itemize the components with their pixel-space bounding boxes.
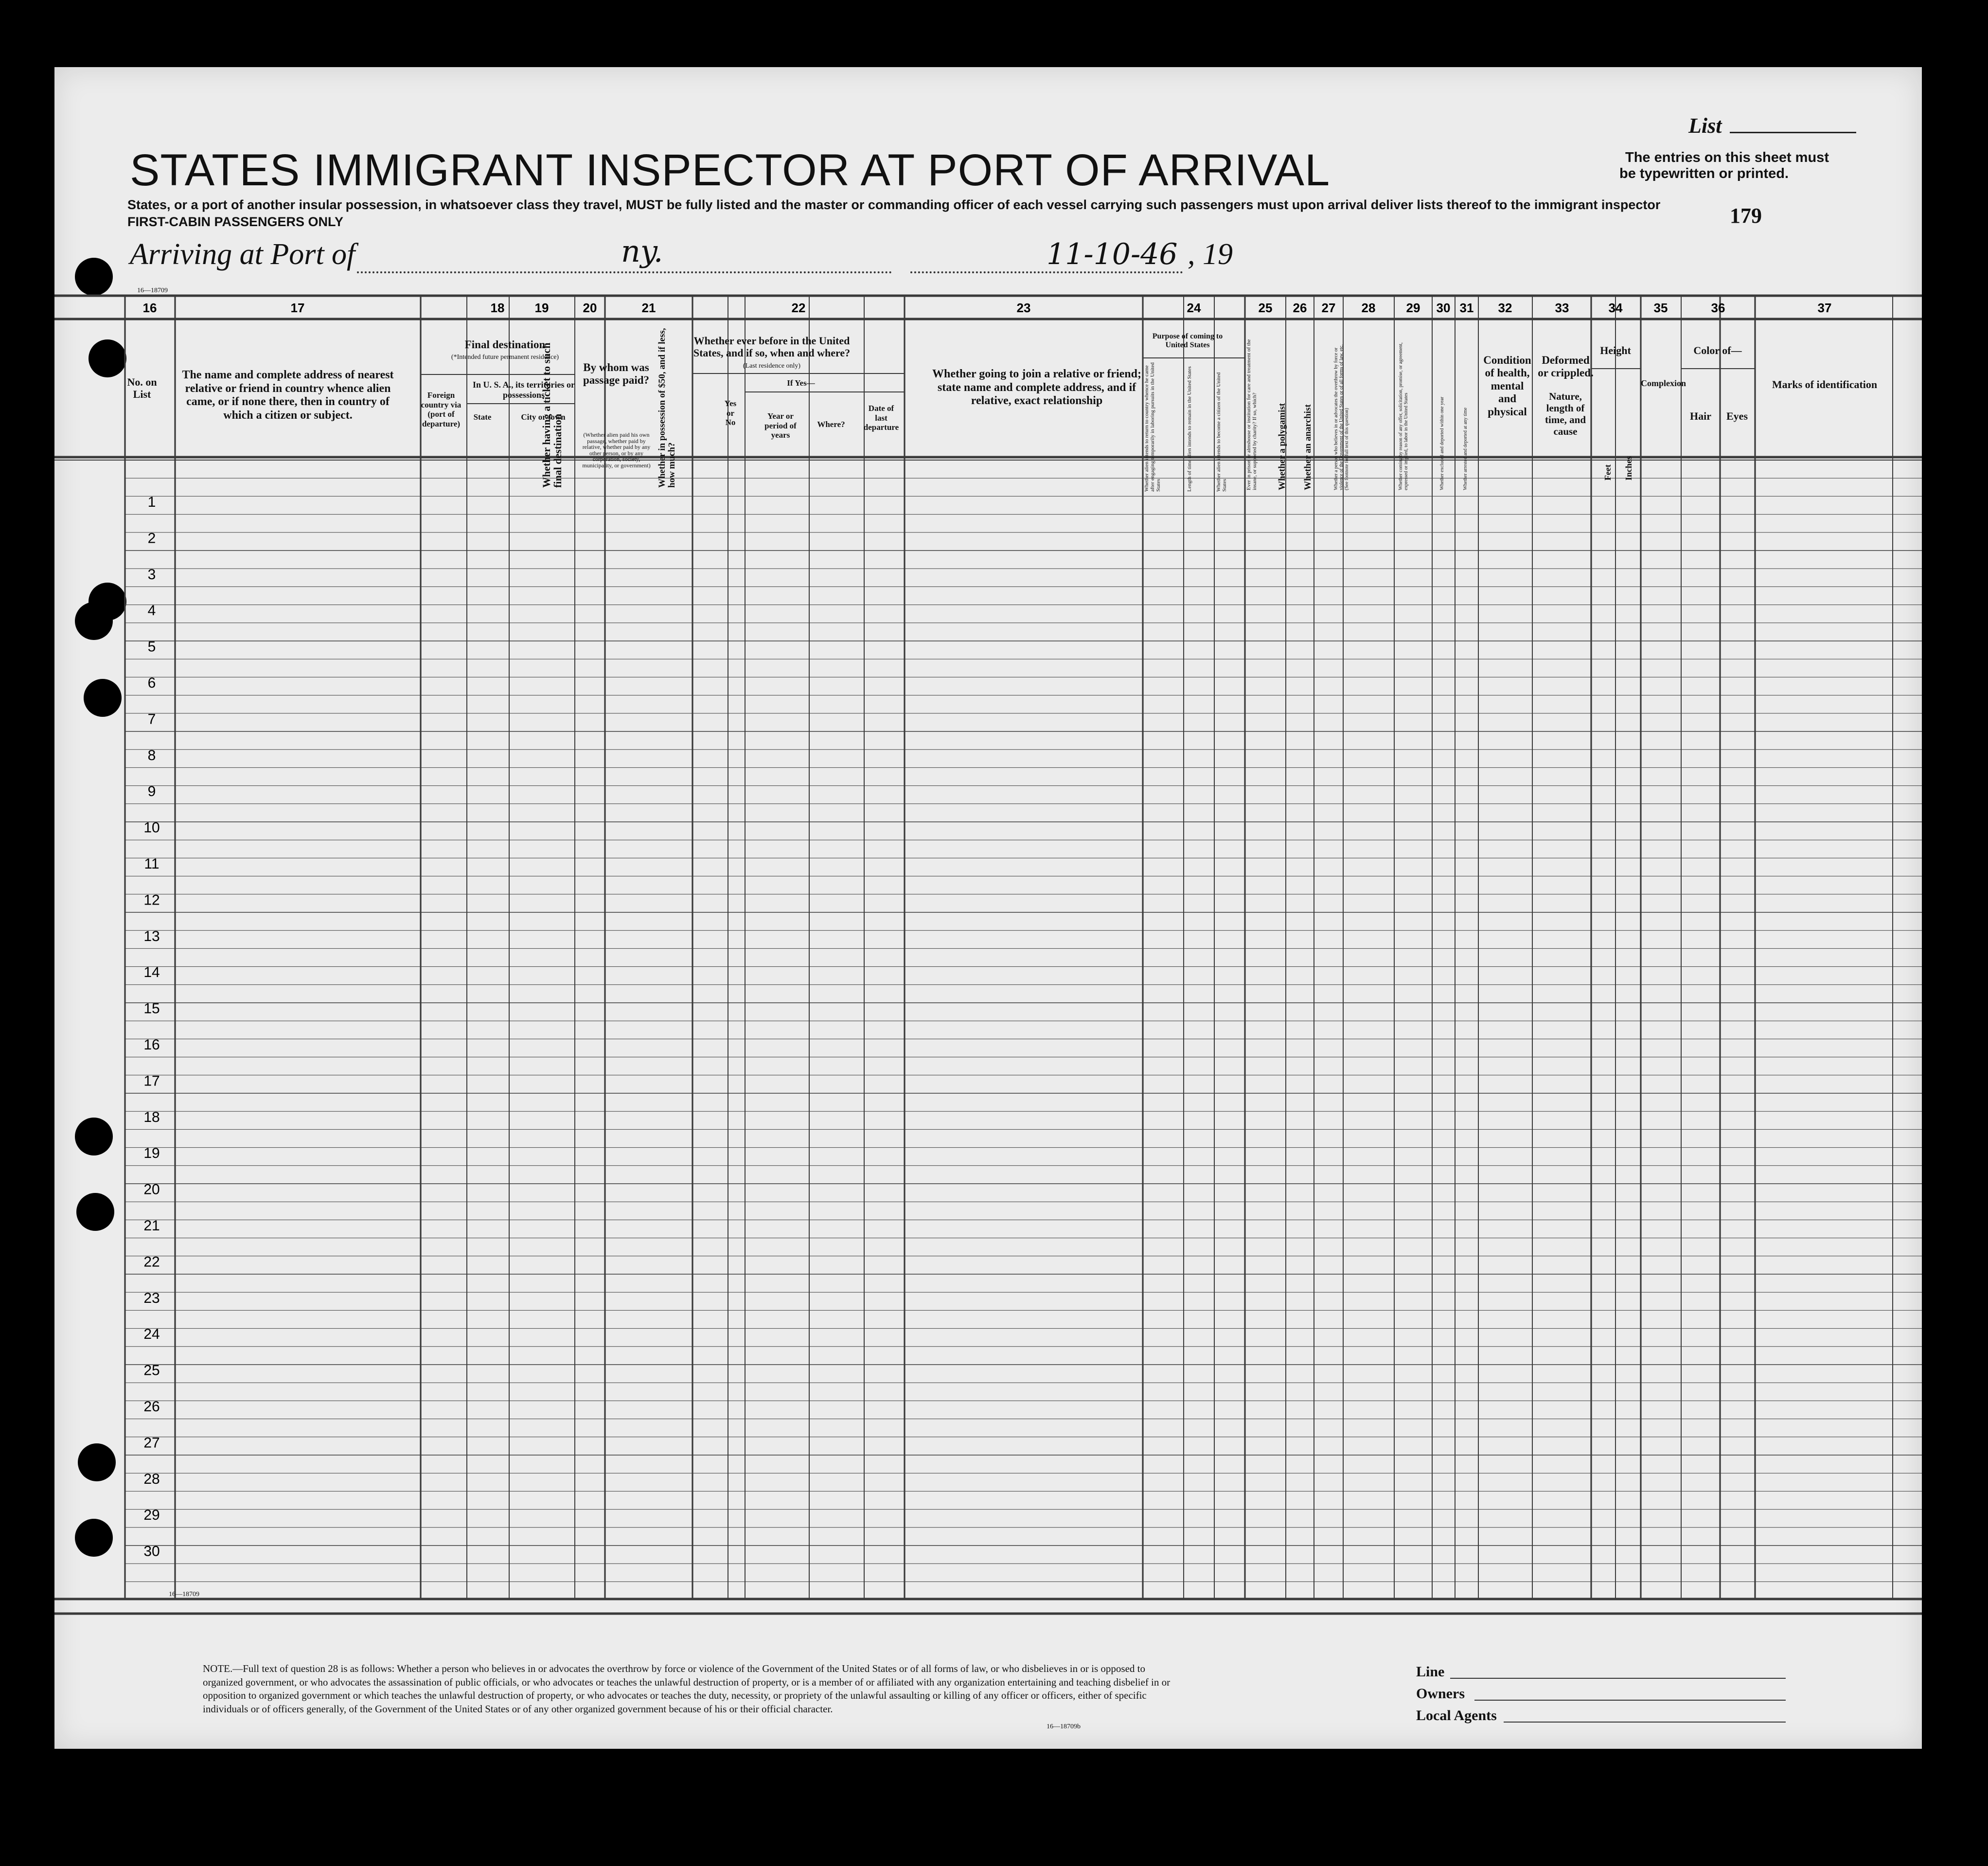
- column-number: 27: [1321, 301, 1336, 315]
- column-number: 18: [490, 301, 505, 315]
- col24-header: Purpose of coming to United States: [1152, 332, 1223, 350]
- row-number: 27: [143, 1435, 160, 1451]
- column-number: 32: [1498, 301, 1512, 315]
- col34-inches-header: Inches: [1624, 456, 1633, 480]
- col35-header: Complexion: [1641, 378, 1686, 388]
- column-number: 19: [534, 301, 549, 315]
- entries-note: be typewritten or printed.: [1619, 166, 1789, 181]
- col22-year-header: Year or period of years: [764, 411, 797, 440]
- row-number: 1: [147, 494, 156, 510]
- arriving-label: Arriving at Port of: [130, 238, 355, 271]
- local-agents-label: Local Agents: [1416, 1707, 1497, 1724]
- row-number: 17: [143, 1073, 160, 1089]
- col16-header: No. on List: [127, 376, 157, 401]
- column-number: 23: [1016, 301, 1031, 315]
- col20-header: By whom was passage paid?: [583, 361, 650, 387]
- row-number: 3: [147, 566, 156, 583]
- row-number: 11: [144, 856, 160, 872]
- row-number: 14: [143, 964, 160, 981]
- col33-header: Deformed or crippled.: [1538, 354, 1594, 379]
- col22-yesno-header: Yes or No: [724, 399, 737, 427]
- col30-header: Whether excluded and deported within one year: [1439, 396, 1445, 490]
- row-number: 24: [143, 1326, 160, 1343]
- row-number: 12: [143, 892, 160, 908]
- column-number: 17: [290, 301, 305, 315]
- col24b-header: Length of time alien intends to remain in the United States: [1187, 366, 1192, 492]
- col36-hair-header: Hair: [1690, 410, 1711, 422]
- sheet-number: 179: [1730, 204, 1762, 228]
- column-number: 25: [1258, 301, 1273, 315]
- year-label: , 19: [1188, 238, 1233, 271]
- row-number: 21: [143, 1218, 160, 1234]
- column-number: 21: [641, 301, 656, 315]
- row-number: 5: [147, 639, 156, 655]
- col18-subtitle: (*Intended future permanent residence): [451, 354, 559, 361]
- col23-header: Whether going to join a relative or friend; state name and complete address, and if relative, exact relationship: [932, 368, 1141, 408]
- col36-header: Color of—: [1693, 344, 1742, 356]
- col22-header: Whether ever before in the United States, and if so, when and where?: [693, 335, 851, 359]
- manifest-sheet: [54, 67, 1922, 1749]
- line-label: Line: [1416, 1664, 1445, 1680]
- row-number: 26: [143, 1399, 160, 1415]
- passenger-class: FIRST-CABIN PASSENGERS ONLY: [127, 214, 344, 229]
- row-number: 16: [143, 1037, 160, 1053]
- col29-header: Whether coming by reason of any offer, solicitation, promise, or agreement, expressed or implied, to labor in the United States: [1398, 342, 1409, 490]
- col22-date-header: Date of last departure: [863, 404, 899, 432]
- col25-header: Ever in prison or almshouse or institution for care and treatment of the insane, or supported by charity? If so, which?: [1246, 339, 1258, 490]
- row-number: 2: [147, 530, 156, 547]
- col24a-header: Whether alien intends to return to country whence he came after engaging temporarily in laboring pursuits in the United States: [1144, 362, 1162, 492]
- col32-header: Condition of health, mental and physical: [1483, 354, 1531, 418]
- col31-header: Whether arrested and deported at any time: [1463, 408, 1468, 490]
- owners-label: Owners: [1416, 1686, 1465, 1702]
- column-number: 28: [1361, 301, 1376, 315]
- column-number: 34: [1608, 301, 1623, 315]
- owners-underline: [1474, 1700, 1786, 1701]
- col28-header: Whether a person who believes in or advocates the overthrow by force or violence of the Government of the United States or of all forms of law, etc. (See footnote for full text of this question): [1333, 344, 1349, 490]
- row-number: 28: [143, 1471, 160, 1487]
- column-number: 31: [1459, 301, 1474, 315]
- col27-header: Whether an anarchist: [1303, 404, 1313, 490]
- col20-note: (Whether alien paid his own passage, whether paid by relative, whether paid by any other person, or by any corporation, society, municipality, or government): [582, 431, 651, 469]
- form-code-bottom: 16—18709: [169, 1591, 199, 1598]
- row-number: 13: [143, 928, 160, 944]
- row-number: 30: [143, 1543, 160, 1560]
- col19-header: Whether having a ticket to such final destination: [540, 342, 564, 488]
- col22-where-header: Where?: [817, 420, 845, 429]
- form-code: 16—18709: [137, 287, 168, 294]
- col21-header: Whether in possession of $50, and if less, how much?: [657, 328, 677, 488]
- column-number: 29: [1406, 301, 1420, 315]
- column-number: 33: [1555, 301, 1569, 315]
- column-number: 24: [1187, 301, 1201, 315]
- local-agents-underline: [1504, 1722, 1786, 1723]
- row-number: 9: [147, 783, 156, 800]
- col37-header: Marks of identification: [1772, 378, 1878, 391]
- row-number: 18: [143, 1109, 160, 1125]
- col18-header: Final destination: [464, 338, 546, 351]
- col18-foreign-header: Foreign country via (port of departure): [421, 391, 462, 428]
- col22-subtitle: (Last residence only): [743, 362, 801, 370]
- row-number: 7: [147, 711, 156, 728]
- row-number: 22: [143, 1254, 160, 1270]
- row-number: 15: [143, 1000, 160, 1017]
- row-number: 19: [143, 1145, 160, 1162]
- col36-eyes-header: Eyes: [1726, 410, 1748, 422]
- col18-state-header: State: [473, 412, 492, 422]
- column-number: 30: [1436, 301, 1451, 315]
- row-number: 8: [147, 747, 156, 764]
- column-number: 22: [791, 301, 806, 315]
- line-underline: [1450, 1678, 1786, 1679]
- row-number: 20: [143, 1181, 160, 1198]
- footnote-code: 16—18709b: [1047, 1723, 1081, 1730]
- col33-subtitle: Nature, length of time, and cause: [1545, 391, 1586, 438]
- column-number: 26: [1293, 301, 1307, 315]
- column-number: 36: [1711, 301, 1725, 315]
- column-number: 16: [142, 301, 157, 315]
- col22-ifyes-header: If Yes—: [787, 378, 815, 388]
- row-number: 6: [147, 675, 156, 691]
- row-number: 25: [143, 1362, 160, 1379]
- row-number: 29: [143, 1507, 160, 1524]
- column-number: 20: [583, 301, 597, 315]
- col24c-header: Whether alien intends to become a citizen of the United States: [1216, 372, 1228, 492]
- row-number: 23: [143, 1290, 160, 1306]
- list-label: List: [1688, 114, 1722, 138]
- date-value: 11-10-46: [1047, 237, 1178, 271]
- footnote-q28: NOTE.—Full text of question 28 is as follows: Whether a person who believes in or advocates the overthrow by force or violence of the Government of the United States or of all forms of law, or who disbelieves in or is opposed to organized government, or who advocates the assassination of public officials, or who advocates or teaches the unlawful destruction of property, or is a member of or affiliated with any organization entertaining and teaching disbelief in or opposition to organized government or which teaches the unlawful destruction of property, or who advocates or teaches the duty, necessity, or propriety of the unlawful assaulting or killing of any officer or officers, either of specific individuals or of officers generally, of the Government of the United States or of any other organized government because of his or their official character.: [203, 1663, 1171, 1715]
- col18-city-header: City or town: [521, 412, 566, 422]
- row-number: 4: [147, 603, 156, 619]
- port-value: ny.: [621, 233, 663, 269]
- col34-feet-header: Feet: [1603, 464, 1613, 480]
- row-number: 10: [143, 819, 160, 836]
- col18-usa-header: In U. S. A., its territories or possessions: [473, 380, 575, 400]
- entries-note: The entries on this sheet must: [1625, 150, 1829, 165]
- col26-header: Whether a polygamist: [1277, 403, 1287, 490]
- column-number: 35: [1653, 301, 1668, 315]
- instructions-line: States, or a port of another insular possession, in whatsoever class they travel, MUST be fully listed and the master or commanding officer of each vessel carrying such passengers must upon arrival deliver lists thereof to the immigrant inspector: [127, 197, 1661, 212]
- column-number: 37: [1817, 301, 1832, 315]
- form-title: STATES IMMIGRANT INSPECTOR AT PORT OF ARRIVAL: [130, 145, 1331, 195]
- col34-header: Height: [1600, 344, 1631, 356]
- manifest-grid: [54, 67, 1922, 1749]
- col17-header: The name and complete address of nearest relative or friend in country whence alien came, or if none there, then in country of which a citizen or subject.: [182, 369, 394, 422]
